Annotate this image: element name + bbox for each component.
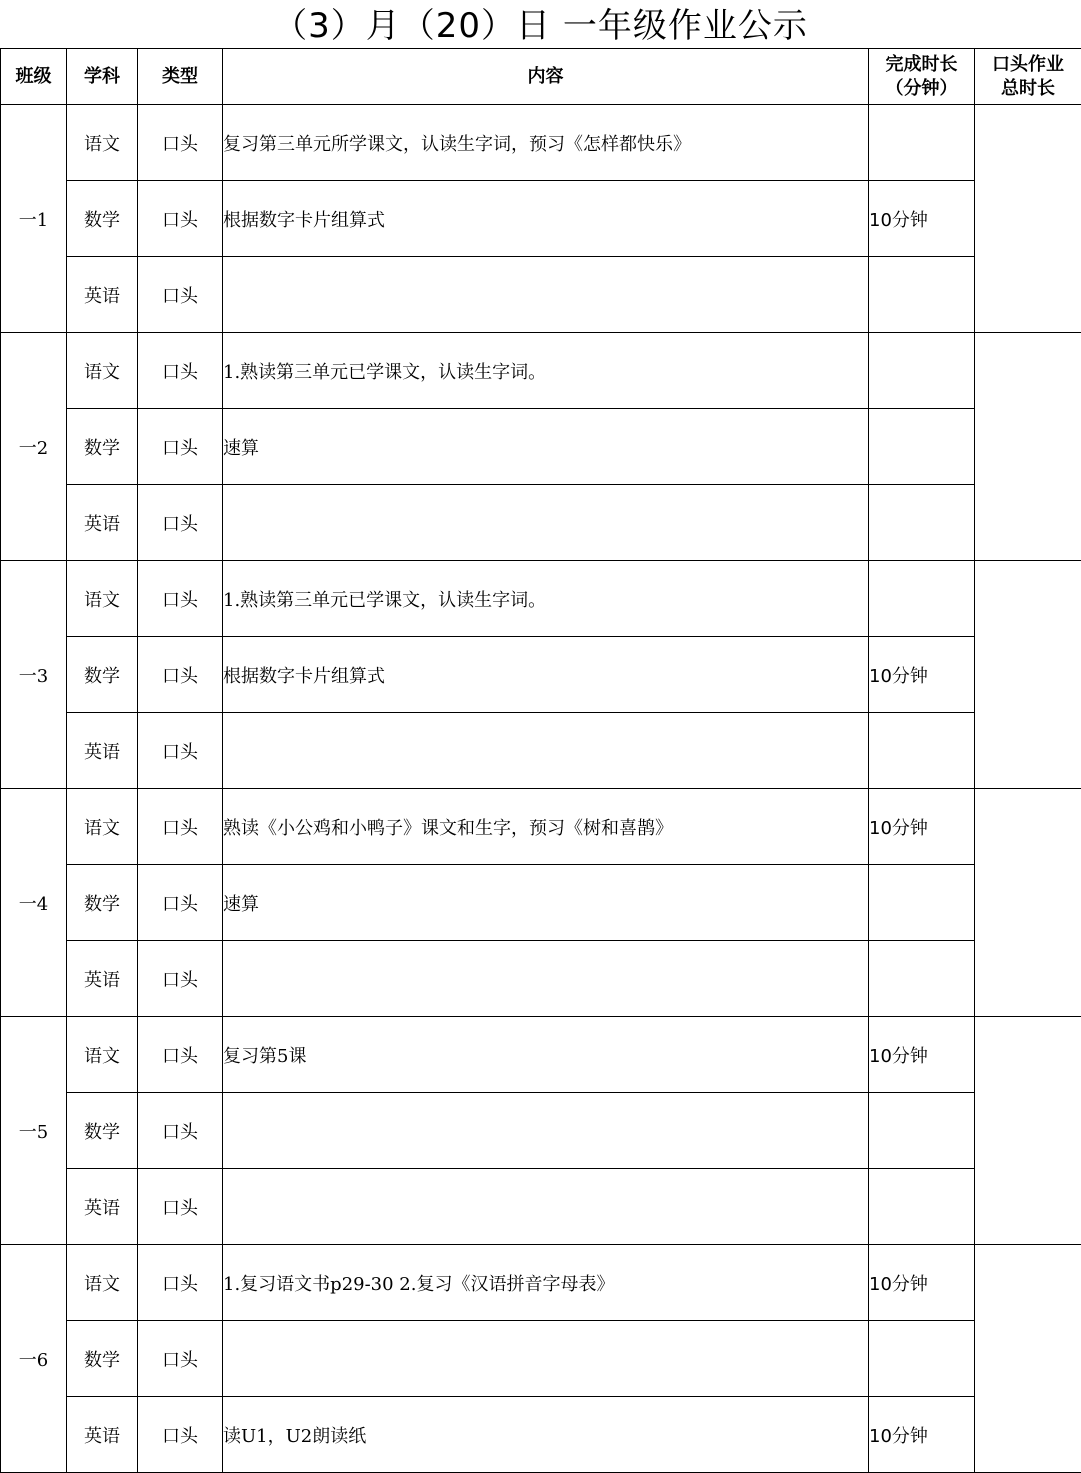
duration-cell (869, 409, 975, 485)
table-row (1, 1245, 1081, 1321)
subject-cell: 数学 (67, 1093, 138, 1169)
type-cell: 口头 (138, 1169, 223, 1245)
type-cell: 口头 (138, 181, 223, 257)
content-cell (223, 1169, 869, 1245)
table-row (1, 333, 1081, 409)
subject-cell: 数学 (67, 409, 138, 485)
class-name-cell: 一4 (1, 789, 67, 1017)
subject-cell: 英语 (67, 1169, 138, 1245)
type-cell: 口头 (138, 485, 223, 561)
table-row (1, 1093, 1081, 1169)
type-cell: 口头 (138, 105, 223, 181)
duration-cell: 10分钟 (869, 1017, 975, 1093)
content-cell: 1.熟读第三单元已学课文，认读生字词。 (223, 561, 869, 637)
table-row (1, 941, 1081, 1017)
content-cell (223, 257, 869, 333)
subject-cell: 语文 (67, 1017, 138, 1093)
type-cell: 口头 (138, 409, 223, 485)
table-row (1, 1397, 1081, 1473)
duration-cell (869, 485, 975, 561)
content-cell (223, 713, 869, 789)
content-cell: 1.复习语文书p29-30 2.复习《汉语拼音字母表》 (223, 1245, 869, 1321)
content-cell: 复习第三单元所学课文，认读生字词，预习《怎样都快乐》 (223, 105, 869, 181)
table-body (1, 105, 1081, 1473)
type-cell: 口头 (138, 257, 223, 333)
header-content: 内容 (223, 49, 869, 105)
header-row (1, 49, 1081, 105)
header-type: 类型 (138, 49, 223, 105)
duration-cell (869, 1321, 975, 1397)
subject-cell: 英语 (67, 1397, 138, 1473)
content-cell: 复习第5课 (223, 1017, 869, 1093)
table-row (1, 789, 1081, 865)
content-cell: 熟读《小公鸡和小鸭子》课文和生字，预习《树和喜鹊》 (223, 789, 869, 865)
subject-cell: 英语 (67, 713, 138, 789)
duration-cell (869, 713, 975, 789)
class-name-cell: 一2 (1, 333, 67, 561)
header-duration-line2: （分钟） (885, 77, 958, 99)
duration-cell: 10分钟 (869, 789, 975, 865)
subject-cell: 数学 (67, 181, 138, 257)
total-duration-cell (975, 1017, 1081, 1245)
subject-cell: 数学 (67, 1321, 138, 1397)
class-name-cell: 一3 (1, 561, 67, 789)
duration-cell (869, 1169, 975, 1245)
table-row (1, 181, 1081, 257)
table-row (1, 713, 1081, 789)
duration-cell (869, 941, 975, 1017)
table-row (1, 637, 1081, 713)
table-row (1, 105, 1081, 181)
subject-cell: 语文 (67, 561, 138, 637)
type-cell: 口头 (138, 713, 223, 789)
content-cell: 速算 (223, 865, 869, 941)
class-name-cell: 一5 (1, 1017, 67, 1245)
content-cell (223, 485, 869, 561)
class-name-cell: 一1 (1, 105, 67, 333)
duration-cell (869, 561, 975, 637)
table-row (1, 409, 1081, 485)
total-duration-cell (975, 105, 1081, 333)
content-cell: 速算 (223, 409, 869, 485)
duration-cell: 10分钟 (869, 637, 975, 713)
subject-cell: 语文 (67, 1245, 138, 1321)
duration-cell (869, 1093, 975, 1169)
content-cell: 读U1，U2朗读纸 (223, 1397, 869, 1473)
header-total (975, 49, 1081, 105)
table-row (1, 485, 1081, 561)
duration-cell (869, 333, 975, 409)
duration-cell (869, 865, 975, 941)
subject-cell: 英语 (67, 257, 138, 333)
duration-cell: 10分钟 (869, 1397, 975, 1473)
content-cell: 根据数字卡片组算式 (223, 637, 869, 713)
type-cell: 口头 (138, 1245, 223, 1321)
type-cell: 口头 (138, 1321, 223, 1397)
page-title: （3）月（20）日 一年级作业公示 (273, 6, 808, 46)
header-duration-line1: 完成时长 (885, 53, 958, 75)
type-cell: 口头 (138, 333, 223, 409)
content-cell: 1.熟读第三单元已学课文，认读生字词。 (223, 333, 869, 409)
total-duration-cell (975, 333, 1081, 561)
content-cell (223, 941, 869, 1017)
type-cell: 口头 (138, 1017, 223, 1093)
type-cell: 口头 (138, 561, 223, 637)
header-total-line1: 口头作业 (992, 53, 1064, 75)
homework-table (0, 48, 1081, 1473)
table-row (1, 865, 1081, 941)
table-row (1, 257, 1081, 333)
type-cell: 口头 (138, 1397, 223, 1473)
subject-cell: 语文 (67, 789, 138, 865)
table-row (1, 1321, 1081, 1397)
type-cell: 口头 (138, 789, 223, 865)
table-row (1, 1017, 1081, 1093)
duration-cell (869, 257, 975, 333)
subject-cell: 数学 (67, 637, 138, 713)
table-row (1, 561, 1081, 637)
subject-cell: 数学 (67, 865, 138, 941)
duration-cell (869, 105, 975, 181)
duration-cell: 10分钟 (869, 1245, 975, 1321)
header-class: 班级 (1, 49, 67, 105)
type-cell: 口头 (138, 637, 223, 713)
type-cell: 口头 (138, 865, 223, 941)
subject-cell: 英语 (67, 941, 138, 1017)
content-cell (223, 1321, 869, 1397)
content-cell (223, 1093, 869, 1169)
total-duration-cell (975, 789, 1081, 1017)
header-total-line2: 总时长 (1001, 77, 1055, 99)
class-name-cell: 一6 (1, 1245, 67, 1473)
subject-cell: 英语 (67, 485, 138, 561)
total-duration-cell (975, 1245, 1081, 1473)
table-row (1, 1169, 1081, 1245)
header-subject: 学科 (67, 49, 138, 105)
subject-cell: 语文 (67, 105, 138, 181)
header-duration (869, 49, 975, 105)
type-cell: 口头 (138, 941, 223, 1017)
subject-cell: 语文 (67, 333, 138, 409)
content-cell: 根据数字卡片组算式 (223, 181, 869, 257)
total-duration-cell (975, 561, 1081, 789)
type-cell: 口头 (138, 1093, 223, 1169)
duration-cell: 10分钟 (869, 181, 975, 257)
